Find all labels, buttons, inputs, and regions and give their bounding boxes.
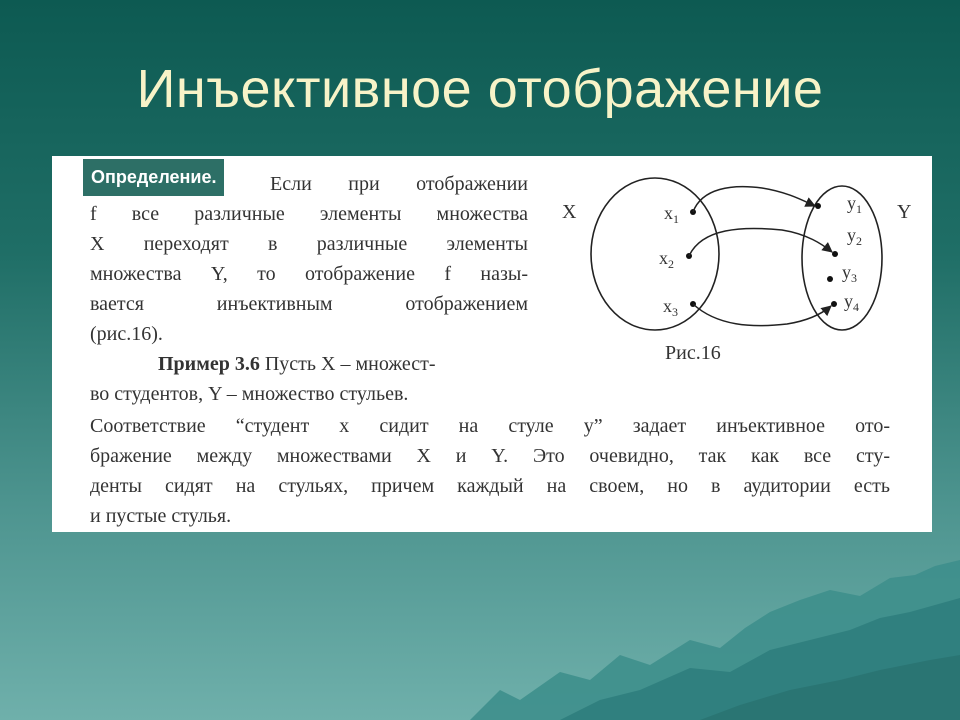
example-line — [90, 349, 528, 379]
definition-line: Если при отображении — [270, 173, 528, 195]
definition-line: (рис.16). — [90, 323, 163, 345]
content-panel — [52, 156, 932, 532]
y-element-label: $y_4$ — [844, 291, 859, 314]
definition-text — [90, 169, 528, 349]
example-line: во студентов, Y – множество стульев. — [90, 383, 409, 405]
x-element-label: $x_2$ — [659, 248, 674, 271]
example-heading: Пример 3.6 — [158, 353, 260, 375]
example-full-line: Соответствие “студент x сидит на стуле y” задает инъективное ото- — [90, 415, 890, 437]
y-point — [827, 276, 833, 282]
slide-title: Инъективное отображение — [136, 59, 824, 119]
mapping-arrow — [693, 304, 831, 326]
y-point — [815, 203, 821, 209]
mapping-arrow — [689, 228, 832, 256]
example-continuation — [90, 411, 890, 531]
y-element-label: $y_3$ — [842, 262, 857, 285]
y-element-label: $y_2$ — [847, 225, 862, 248]
set-x-label: X — [562, 201, 577, 223]
example-full-line: и пустые стулья. — [90, 505, 232, 527]
figure-caption: Рис.16 — [665, 342, 721, 364]
mapping-diagram — [542, 166, 922, 386]
definition-line: вается инъективным отображением — [90, 293, 528, 315]
y-element-label: $y_1$ — [847, 193, 862, 216]
set-y-ellipse — [802, 186, 882, 330]
definition-line: f все различные элементы множества — [90, 203, 528, 225]
y-point — [831, 301, 837, 307]
x-element-label: $x_1$ — [664, 203, 679, 226]
definition-line: X переходят в различные элементы — [90, 233, 528, 255]
example-full-line: денты сидят на стульях, причем каждый на своем, но в аудитории есть — [90, 475, 890, 497]
example-text — [90, 349, 528, 409]
example-line1-text: Пусть X – множест- — [259, 353, 436, 375]
definition-line: множества Y, то отображение f назы- — [90, 263, 528, 285]
example-full-line: бражение между множествами X и Y. Это очевидно, так как все сту- — [90, 445, 890, 467]
definition-label: Определение. — [83, 159, 224, 196]
set-y-label: Y — [897, 201, 912, 223]
x-element-label: $x_3$ — [663, 296, 678, 319]
mapping-arrow — [693, 187, 815, 212]
y-point — [832, 251, 838, 257]
